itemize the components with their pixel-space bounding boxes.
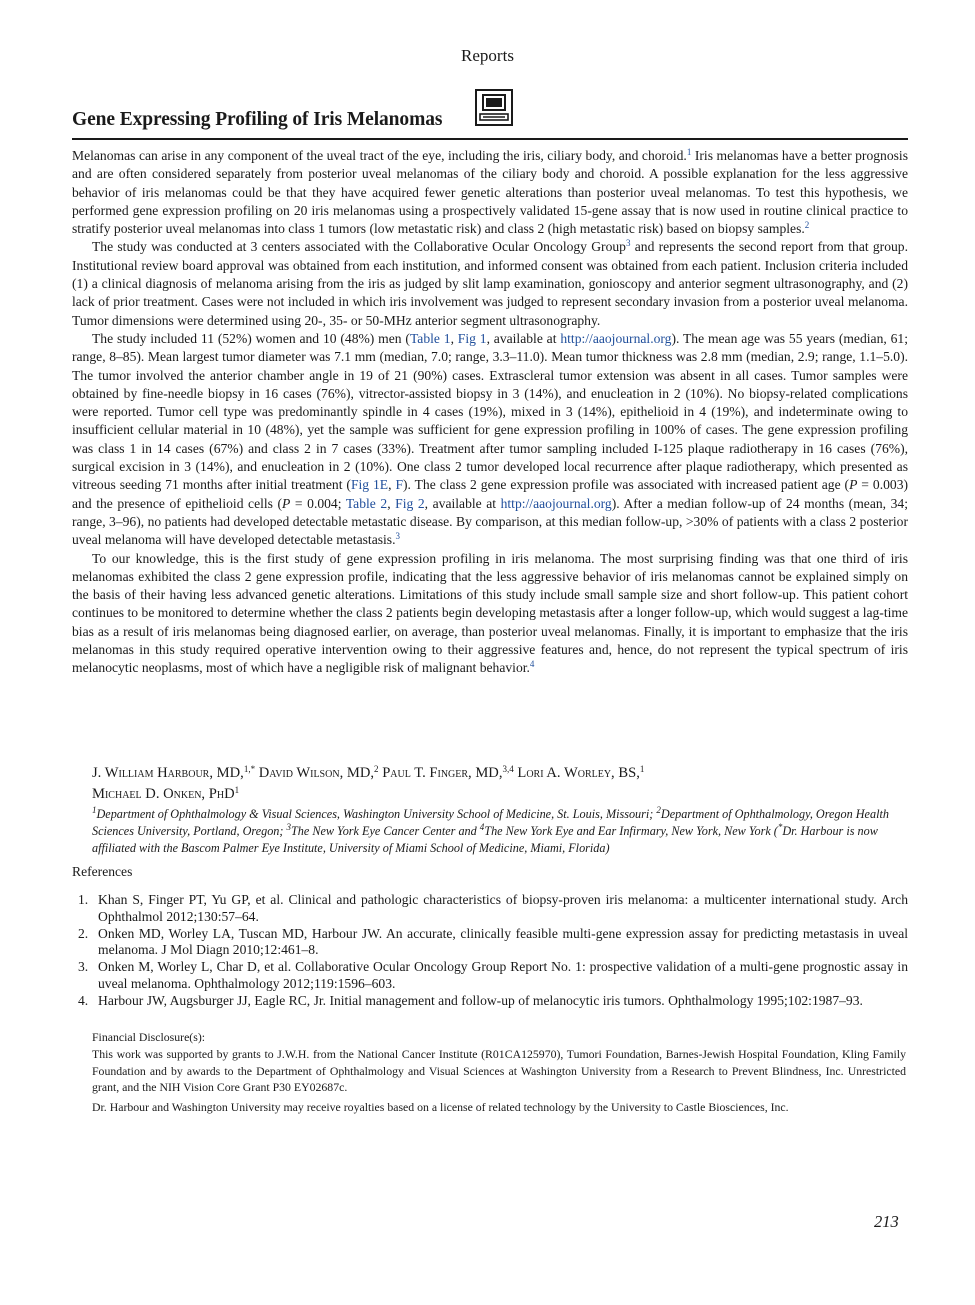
affiliations xyxy=(92,806,904,856)
text: , xyxy=(450,330,458,346)
text: ). The class 2 gene expression profile was associated with increased patient age ( xyxy=(403,477,850,493)
author-name: Lori A. Worley, BS, xyxy=(517,765,640,781)
reference-number: 2. xyxy=(78,925,89,941)
article-body xyxy=(72,147,908,678)
text: Iris melanomas have a better prognosis and are often considered separately from posterior uveal melanomas of the ciliary body and choroid. A possible explanation for the less aggressive behavior of iris melanomas could be that they have acquired fewer genetic alterations than posterior uveal melanomas. To test this hypothesis, we performed gene expression profiling on 20 iris melanomas using a prospectively validated 15-gene assay that is now used in routine clinical practice to stratify posterior uveal melanomas into class 1 tumors (low metastatic risk) and class 2 (high metastatic risk) based on biopsy samples. xyxy=(72,148,908,237)
affil-text: The New York Eye Cancer Center and xyxy=(291,823,480,838)
text: The study included 11 (52%) women and 10 (48%) men ( xyxy=(92,330,410,346)
reference-number: 1. xyxy=(78,892,89,907)
paragraph-intro xyxy=(72,147,908,238)
affil-text: Dr. Harbour is now affiliated with the Bascom Palmer Eye Institute, University of Miami School of Medicine, Miami, Florida) xyxy=(92,823,878,855)
author-affil-marker: 1 xyxy=(639,764,645,774)
disclosure-royalties: Dr. Harbour and Washington University may receive royalties based on a license of related technology by the University to Castle Biosciences, Inc. xyxy=(92,1100,789,1115)
author-name: Michael D. Onken, PhD xyxy=(92,786,235,802)
citation[interactable]: 3 xyxy=(395,531,400,542)
disclosure-heading: Financial Disclosure(s): xyxy=(92,1030,206,1044)
reference-text: Onken MD, Worley LA, Tuscan MD, Harbour JW. An accurate, clinically feasible multi-gene expression assay for predicting metastasis in uveal melanoma. J Mol Diagn 2010;12:461–8. xyxy=(98,925,908,958)
reference-number: 3. xyxy=(78,959,89,975)
author-affil-marker: 1 xyxy=(234,785,240,795)
citation[interactable]: 2 xyxy=(804,220,810,231)
affil-text: Department of Ophthalmology, Oregon Health Sciences University, Portland, Oregon; xyxy=(92,807,889,838)
fig-1f-link[interactable]: F xyxy=(395,477,404,493)
text: ). The mean age was 55 years (median, 61; range, 8–85). Mean largest tumor diameter was 7.1 mm (median, 7.0; range, 3.3–11.0). Mean tumor thickness was 2.8 mm (median, 2.9; range, 1.1–5.0). The tumor involved the anterior chamber angle in 19 of 21 (90%) cases. Extrascleral tumor extension was absent in all cases. Tumor samples were obtained by fine-needle biopsy in 16 cases (76%), vitrector-assisted biopsy in 3 (14%), and enucleation in 2 (10%). No biopsy-related complications were reported. Tumor cell type was predominantly spindle in 4 cases (19%), mixed in 3 (14%), epithelioid in 4 (19%), and indeterminate owing to insufficient cellular material in 10 (48%), yet the sample was sufficient for gene expression profiling in 100% of cases. The gene expression profiling was class 1 in 14 cases (67%) and class 2 in 7 cases (33%). Treatment after tumor sampling included I-125 plaque radiotherapy in 16 cases (76%), surgical excision in 3 (14%), and enucleation in 2 (10%). One class 2 tumor developed local recurrence after plaque radiotherapy, which presented as vitreous seeding 71 months after initial treatment ( xyxy=(72,330,908,493)
author-affil-marker: 1,* xyxy=(243,764,256,774)
citation[interactable]: 3 xyxy=(625,238,631,249)
text: , xyxy=(387,495,396,511)
fig-1-link[interactable]: Fig 1 xyxy=(457,330,487,346)
author-name: Paul T. Finger, MD, xyxy=(382,765,503,781)
text: To our knowledge, this is the first study of gene expression profiling in iris melanoma. The most surprising finding was that one third of iris melanomas exhibited the class 2 gene expression profile, indicating that the less aggressive behavior of iris melanomas cannot be explained simply on the basis of their having less advanced genetic alterations. Limitations of this study include small sample size and short follow-up. This patient cohort continues to be monitored to determine whether the class 2 patients begin developing metastasis after a longer follow-up, which would suggest a lag-time bias as a result of iris melanomas being diagnosed earlier, on average, than posterior uveal melanomas. Finally, it is important to emphasize that the iris melanomas in this study required operative intervention owing to their aggressive features and, hence, do not represent the typical spectrum of iris melanocytic neoplasms, most of which have a negligible risk of malignant behavior. xyxy=(72,550,908,676)
text: , available at xyxy=(486,330,561,346)
text: ). After a median follow-up of 24 months (mean, 34; range, 3–96), no patients had developed detectable metastatic disease. By comparison, at this median follow-up, >30% of patients with a class 2 posterior uveal melanoma will have developed detectable metastasis. xyxy=(72,495,908,548)
reference-text: Khan S, Finger PT, Yu GP, et al. Clinical and pathologic characteristics of biopsy-proven iris melanoma: a multicenter international study. Arch Ophthalmol 2012;130:57–64. xyxy=(98,892,908,924)
page-number: 213 xyxy=(874,1212,899,1231)
paragraph-results xyxy=(72,330,908,550)
affil-marker: 2 xyxy=(656,805,661,815)
text: Melanomas can arise in any component of the uveal tract of the eye, including the iris, ciliary body, and choroid. xyxy=(72,148,687,163)
article-title: Gene Expressing Profiling of Iris Melanomas xyxy=(72,109,443,130)
running-head: Reports xyxy=(461,46,514,65)
reference-item[interactable] xyxy=(72,959,908,992)
journal-url-link[interactable]: http://aaojournal.org xyxy=(500,495,612,511)
text: , xyxy=(388,477,396,493)
references-heading: References xyxy=(72,864,133,879)
citation[interactable]: 1 xyxy=(686,147,692,157)
text: The study was conducted at 3 centers associated with the Collaborative Ocular Oncology Group xyxy=(92,239,626,255)
paragraph-discussion xyxy=(72,550,908,678)
reference-text: Harbour JW, Augsburger JJ, Eagle RC, Jr. Initial management and follow-up of melanocytic iris tumors. Ophthalmology 1995;102:1987–93. xyxy=(98,992,863,1008)
citation[interactable]: 4 xyxy=(529,659,535,670)
affil-marker: 4 xyxy=(479,821,485,832)
text: = 0.003) and the presence of epithelioid cells ( xyxy=(72,477,909,511)
journal-url-link[interactable]: http://aaojournal.org xyxy=(560,330,672,346)
reference-item[interactable] xyxy=(72,892,908,925)
paragraph-methods xyxy=(72,238,908,329)
reference-item[interactable] xyxy=(72,993,908,1010)
text: = 0.004; xyxy=(290,495,346,511)
fig-1e-link[interactable]: Fig 1E xyxy=(350,477,389,493)
reference-number: 4. xyxy=(78,992,89,1008)
author-list xyxy=(92,763,912,805)
text: , available at xyxy=(424,495,501,511)
author-name: David Wilson, MD, xyxy=(258,765,375,781)
financial-disclosure xyxy=(92,1029,906,1116)
computer-screen-icon[interactable] xyxy=(474,88,514,128)
p-value-symbol: P xyxy=(282,495,291,511)
affil-text: The New York Eye and Ear Infirmary, New York, New York ( xyxy=(484,823,778,838)
affil-marker: * xyxy=(777,821,783,832)
fig-2-link[interactable]: Fig 2 xyxy=(395,495,425,511)
author-affil-marker: 3,4 xyxy=(502,764,514,774)
table-2-link[interactable]: Table 2 xyxy=(345,495,388,511)
author-affil-marker: 2 xyxy=(374,764,379,774)
article-header xyxy=(72,88,908,140)
affil-marker: 3 xyxy=(286,821,292,832)
reference-text: Onken M, Worley L, Char D, et al. Collaborative Ocular Oncology Group Report No. 1: prospective validation of a multi-gene prognostic assay in uveal melanoma. Ophthalmology 2012;119:1596–603. xyxy=(98,959,908,991)
affil-marker: 1 xyxy=(92,805,97,815)
reference-list xyxy=(72,892,908,1010)
p-value-symbol: P xyxy=(849,477,858,493)
text: and represents the second report from that group. Institutional review board approval was obtained from each institution, and informed consent was obtained from each patient. Inclusion criteria included (1) a clinical diagnosis of melanoma arising from the iris as judged by slit lamp examination, gonioscopy and anterior segment ultrasonography, and (2) lack of prior treatment. Cases were not included in which iris involvement was judged to represent secondary invasion from a posterior uveal melanoma. Tumor dimensions were determined using 20-, 35- or 50-MHz anterior segment ultrasonography. xyxy=(72,239,908,328)
author-name: J. William Harbour, MD, xyxy=(92,765,244,781)
affil-text: Department of Ophthalmology & Visual Sciences, Washington University School of Medicine, St. Louis, Missouri; xyxy=(96,807,657,821)
disclosure-funding: This work was supported by grants to J.W.H. from the National Cancer Institute (R01CA125970), Tumori Foundation, Barnes-Jewish Hospital Foundation, Kling Family Foundation and by awards to the Department of Ophthalmology and Visual Sciences at Washington University from a Research to Prevent Blindness, Inc. Unrestricted grant, and the NIH Vision Core Grant P30 EY02687c. xyxy=(92,1046,906,1095)
reference-item[interactable] xyxy=(72,926,908,959)
table-1-link[interactable]: Table 1 xyxy=(409,330,451,346)
